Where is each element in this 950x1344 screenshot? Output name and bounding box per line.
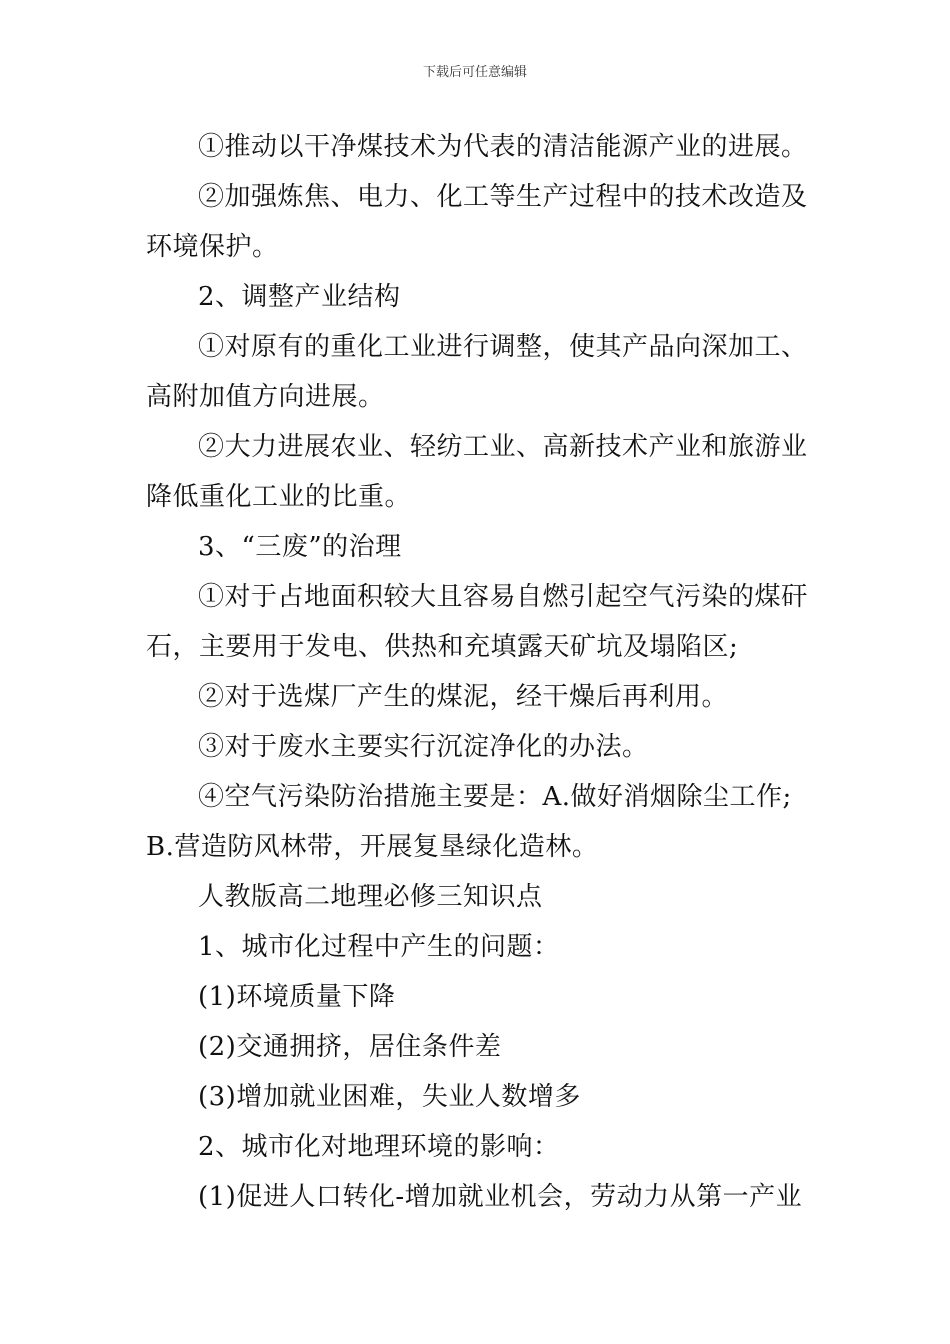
paragraph: ①对于占地面积较大且容易自燃引起空气污染的煤矸石，主要用于发电、供热和充填露天矿坑及塌陷区;: [146, 582, 808, 662]
paragraph: ②大力进展农业、轻纺工业、高新技术产业和旅游业降低重化工业的比重。: [146, 432, 808, 512]
paragraph: 2、调整产业结构: [198, 282, 401, 312]
paragraph: 人教版高二地理必修三知识点: [198, 882, 543, 912]
page-header: 下载后可任意编辑: [422, 65, 527, 80]
document-body: [146, 122, 810, 1222]
paragraph: (1)环境质量下降: [198, 982, 396, 1012]
paragraph: ①推动以干净煤技术为代表的清洁能源产业的进展。: [198, 132, 808, 162]
paragraph: (3)增加就业困难，失业人数增多: [198, 1082, 581, 1112]
paragraph: (1)促进人口转化-增加就业机会，劳动力从第一产业: [198, 1182, 803, 1212]
paragraph: ②加强炼焦、电力、化工等生产过程中的技术改造及环境保护。: [146, 182, 808, 262]
paragraph: 3、“三废”的治理: [198, 532, 402, 562]
paragraph: (2)交通拥挤，居住条件差: [198, 1032, 502, 1062]
paragraph: 2、城市化对地理环境的影响：: [198, 1132, 560, 1162]
paragraph: ④空气污染防治措施主要是：A.做好消烟除尘工作;B.营造防风林带，开展复垦绿化造林。: [146, 782, 792, 862]
paragraph: ③对于废水主要实行沉淀净化的办法。: [198, 732, 649, 762]
paragraph: ①对原有的重化工业进行调整，使其产品向深加工、高附加值方向进展。: [146, 332, 808, 412]
paragraph: 1、城市化过程中产生的问题：: [198, 932, 560, 962]
paragraph: ②对于选煤厂产生的煤泥，经干燥后再利用。: [198, 682, 729, 712]
